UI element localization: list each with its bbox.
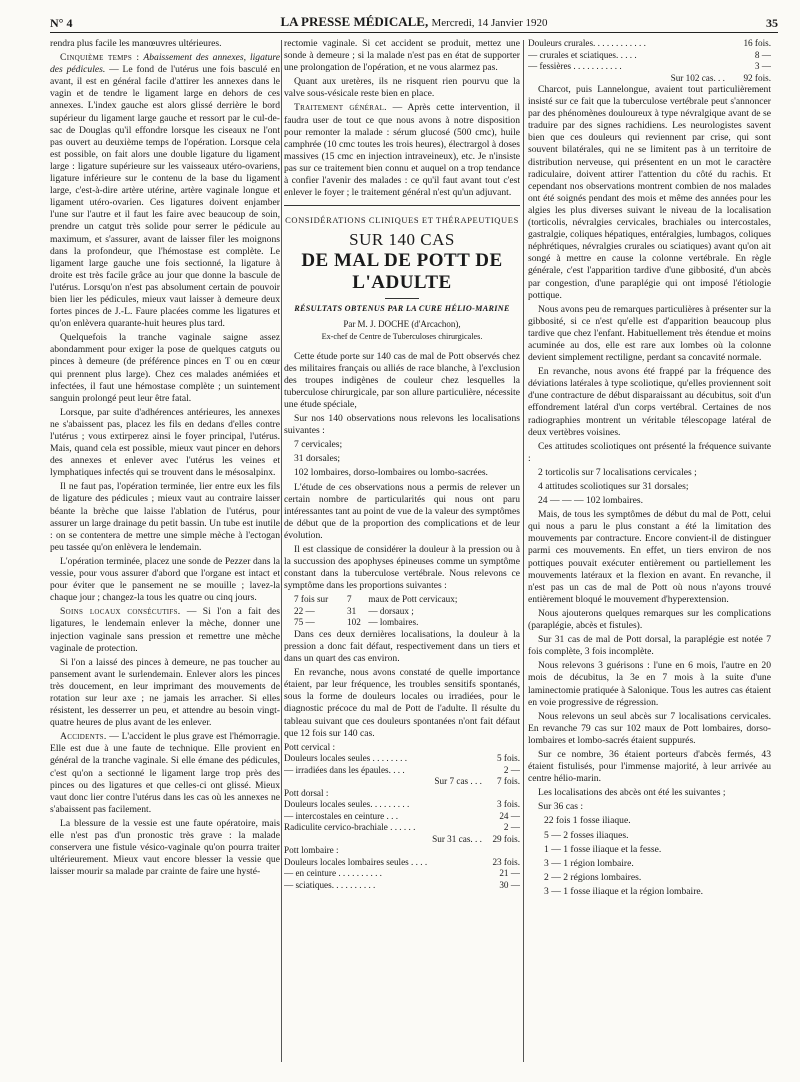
list-heading: Sur 36 cas : — [538, 801, 584, 813]
table-label: Sur 7 cas . . . — [434, 776, 482, 787]
column-divider — [523, 40, 524, 1062]
journal-title — [50, 14, 778, 30]
paragraph — [50, 606, 280, 654]
table-group-heading: Pott lombaire : — [284, 845, 339, 856]
table-value: 24 — — [499, 810, 520, 821]
paragraph: Il ne faut pas, l'opération terminée, lier entre eux les fils de ligature des pédicules ; mieux vaut au contraire laisser béante la brèche que laisse l'ablation de l'utérus, pour assurer un large drainage du petit bassin. Un tube est inutile : on se contentera de mettre une simple mèche à l'ectogan peu tassée qu'on enlèvera le lendemain. — [50, 481, 280, 553]
paragraph-rest: — L'accident le plus grave est l'hémorragie. Elle est due à une faute de technique. Elle provient en général de la tranche vaginale. Si elle émane des pédicules, c'est qu'on a sectionné le ligament large trop près des pinces ou des ligatures et que celles-ci ont glissé. Mieux vaut donc lier contre l'utérus dans les cas où les annexes ne s'abaissent pas facilement. — [50, 731, 280, 815]
issue-number: N° 4 — [50, 16, 73, 30]
table-value: 21 — — [499, 868, 520, 879]
table-label: Douleurs locales lombaires seules . . . . — [284, 856, 428, 867]
table-row — [294, 606, 506, 618]
paragraph: Nous relevons 3 guérisons : l'une en 6 mois, l'autre en 20 mois de décubitus, la 3e en 7 mois à la suite d'une laminectomie pratiquée à Salonique. Tous les autres cas étaient en voie progressive de régression. — [528, 660, 771, 708]
paragraph: Quant aux uretères, ils ne risquent rien pourvu que la valve sous-vésicale reste bien en place. — [284, 76, 520, 100]
paragraph: Lorsque, par suite d'adhérences antérieures, les annexes ne s'abaissent pas, placez les fils en dedans d'elles contre l'utérus ; vous extirperez ainsi le foyer principal, l'utérus. Mais, quand cela est possible, mieux vaut pincer en dehors des annexes et enlever avec l'utérus les veines et lymphatiques infectés qui se trouvent dans le mésosalpinx. — [50, 406, 280, 479]
paragraph: L'opération terminée, placez une sonde de Pezzer dans la vessie, pour vous assurer d'abord que l'organe est intact et pour éviter que le pansement ne se mouille ; lavez-la chaque jour ; changez-la tous les quatre ou cinq jours. — [50, 555, 280, 604]
table-row — [294, 594, 506, 606]
journal-name: LA PRESSE MÉDICALE, — [280, 14, 429, 29]
paragraph-lead: Soins locaux consécutifs. — [60, 606, 181, 618]
table-row — [284, 845, 520, 857]
paragraph-rest: — Si l'on a fait des ligatures, le lendemain enlever la mèche, donner une injection vaginale sans pression et remettre une mèche vaginale de protection. — [50, 606, 280, 654]
paragraph-rest: — Le fond de l'utérus une fois basculé en avant, il est en général facile d'attirer les annexes dans le vagin et de tendre le ligament large en dehors de ces annexes. L'index gauche est alors glissé derrière le bord supérieur du ligament large gauche et ressort par le cul-de-sac de Douglas qu'il effondre lorsque les ciseaux ne l'ont pas ouvert au deuxième temps de l'opération. Lorsque cela est possible, on fait alors une double ligature du ligament large : ligature supérieure sur les vaisseaux utéro-ovariens, ligature inférieure sur le contenu de la base du ligament large, c'est-à-dire artère utérine, artère vaginale longue et ligament utéro-ovarien. Ces ligatures doivent enjamber l'une sur l'autre et il faut les faire avec beaucoup de soin, prendre un catgut très solide pour serrer le pédicule au maximum, et s'assurer, avant de laisser filer les moignons dans la profondeur, que l'hémostase est complète. Le ligament large gauche une fois sectionné, la ligature à droite est très facile grâce au jour que donne la bascule de l'utérus. Lorsqu'on n'est pas absolument certain de pouvoir bien lier les pédicules, mieux vaut laisser à demeure deux fortes pinces de J.-L. Faure placées comme les ligatures et qu'on enlèvera quarante-huit heures plus tard. — [50, 64, 280, 330]
table-label: — irradiées dans les épaules. . . . — [284, 764, 405, 775]
table-row — [284, 788, 520, 800]
paragraph: Il est classique de considérer la douleur à la pression ou à la succussion des apophyses épineuses comme un symptôme constant dans la tuberculose vertébrale. Nous relevons ce symptôme dans les proportions suivantes : — [284, 544, 520, 592]
table-cell: — dorsaux ; — [368, 605, 414, 616]
table-group-heading: Pott dorsal : — [284, 787, 329, 798]
list-item: 5 — 2 fosses iliaques. — [544, 829, 629, 841]
column-2-intro — [284, 38, 520, 199]
paragraph: Nous ajouterons quelques remarques sur les complications (paraplégie, abcès et fistules). — [528, 607, 771, 632]
table-row — [284, 834, 520, 846]
list-item: 3 — 1 fosse iliaque et la région lombaire. — [544, 885, 704, 897]
table-row — [284, 857, 520, 869]
paragraph: rendra plus facile les manœuvres ultérieures. — [50, 38, 222, 49]
table-row — [284, 811, 520, 823]
paragraph — [284, 102, 520, 199]
table-cell: — lombaires. — [368, 617, 419, 628]
table-cell: 75 — — [294, 617, 315, 628]
article-title-line-1: SUR 140 CAS — [349, 230, 455, 250]
table-label: Douleurs crurales. . . . . . . . . . . . — [528, 38, 646, 48]
paragraph-rest: — Après cette intervention, il faudra user de tout ce que nous avons à notre disposition pour remonter la malade : sérum glucosé (500 cmc), huile camphrée (10 cmc toutes les trois heures), électrargol à doses massives (15 cmc en injection intraveineux), etc. Je n'insiste pas sur ce traitement bien connu et auquel on a trop tendance à confier l'avenir des malades : ce qu'il faut avant tout c'est enlever le foyer ; le traitement général n'est qu'un adjuvant. — [284, 102, 520, 199]
paragraph-lead: Cinquième temps : — [60, 52, 140, 64]
paragraph: Sur nos 140 observations nous relevons les localisations suivantes : — [284, 413, 520, 437]
list-item: 102 lombaires, dorso-lombaires ou lombo-sacrées. — [294, 467, 488, 479]
paragraph: En revanche, nous avons été frappé par la fréquence des déviations latérales à type scoliotique, qu'elles proviennent soit d'une contracture de début disparaissant au décubitus, soit d'un effondrement latéral d'un corps vertébral. Certaines de nos radiographies montrent un véritable télescopage latéral de deux vertèbres voisines. — [528, 366, 771, 438]
article-body — [284, 351, 520, 892]
table-row — [528, 61, 771, 73]
issue-date: Mercredi, 14 Janvier 1920 — [431, 17, 548, 29]
table-label: Sur 31 cas. . . — [432, 833, 482, 844]
title-divider — [385, 298, 419, 299]
table-row — [284, 880, 520, 892]
table-value: 29 fois. — [492, 833, 520, 844]
table-value: 92 fois. — [743, 72, 771, 83]
table-row — [284, 765, 520, 777]
paragraph: En revanche, nous avons constaté de quelle importance étaient, par leur fréquence, les troubles sensitifs spontanés, sous la forme de douleurs locales ou irradiées, pour le diagnostic précoce du mal de Pott de l'adulte. Il résulte du tableau suivant que ces douleurs spontanées n'ont fait défaut que 12 fois sur 140 cas. — [284, 667, 520, 739]
table-label: — fessières . . . . . . . . . . . — [528, 61, 622, 71]
column-3 — [528, 38, 771, 1062]
paragraph: Ces attitudes scoliotiques ont présenté la fréquence suivante : — [528, 440, 771, 464]
table-row — [528, 50, 771, 62]
table-cell: 31 — [347, 605, 357, 616]
paragraph: Charcot, puis Lannelongue, avaient tout particulièrement insisté sur ce fait que la tuberculose vertébrale peut s'annoncer par des phénomènes douloureux à type névralgique avant de se traduire par des signes rachidiens. Les neurologistes savent bien que ces douleurs qui reviennent par crise, qui sont souvent bilatérales, qui ne se limitent pas à un territoire de distribution nerveuse, qui présentent en un mot le caractère radiculaire, doivent attirer l'attention du côté du rachis. Et cependant nos observations montrent combien de nos malades ont été soignés pendant des mois et même des années pour les algies les plus diverses suivant le niveau de la localisation (torticolis, névralgies cervicales, brachiales ou intercostales, gastralgie, coliques hépatiques, entéralgies, lumbagos, coliques néphrétiques, névralgies crurales ou sciatiques) avant qu'on ait songé à mettre en cause la colonne vertébrale. En règle générale, c'est l'apparition tardive d'une gibbosité, d'un abcès par congestion, d'une paraplégie qui ont imposé l'étiologie pottique. — [528, 84, 771, 301]
paragraph — [50, 731, 280, 816]
table-label: — en ceinture . . . . . . . . . . — [284, 868, 382, 879]
proportion-table — [294, 594, 506, 629]
page-number: 35 — [766, 16, 778, 30]
paragraph: Cette étude porte sur 140 cas de mal de Pott observés chez des militaires français ou alliés de race blanche, à l'exclusion des troupes indigènes de couleur chez lesquelles la tuberculose chirurgicale, par son allure particulière, nécessite une étude spéciale, — [284, 350, 520, 410]
table-value: 5 fois. — [497, 753, 520, 764]
table-cell: 7 fois sur — [294, 594, 329, 605]
section-heading: CONSIDÉRATIONS CLINIQUES ET THÉRAPEUTIQUES — [284, 205, 520, 226]
list-item: 4 attitudes scoliotiques sur 31 dorsales; — [538, 481, 689, 492]
table-value: 3 fois. — [497, 799, 520, 810]
table-label: Sur 102 cas. . . — [670, 72, 725, 83]
table-value: 8 — — [754, 49, 771, 60]
author-affiliation: Ex-chef de Centre de Tuberculoses chirurgicales. — [321, 331, 483, 341]
paragraph: rectomie vaginale. Si cet accident se produit, mettez une sonde à demeure ; si la malade n'est pas en état de supporter une prolongation de l'opération, et ne vous alarmez pas. — [284, 38, 520, 74]
list-item: 3 — 1 région lombaire. — [544, 857, 634, 869]
paragraph: Sur ce nombre, 36 étaient porteurs d'abcès fermés, 43 étaient fistulisés, pour l'immense majorité, à leur arrivée au centre hélio-marin. — [528, 748, 771, 785]
list-item: 7 cervicales; — [294, 439, 343, 451]
table-label: Radiculite cervico-brachiale . . . . . . — [284, 822, 416, 833]
paragraph: Quelquefois la tranche vaginale saigne assez abondamment pour exiger la pose de quelques catguts ou pinces à demeure (de préférence pinces en T ou en cœur qui prennent plus large). Chez ces malades anémiées et infectées, il faut une hémostase complète ; un suintement sanguin prolongé peut leur être fatal. — [50, 332, 280, 404]
list-item: 24 — — — 102 lombaires. — [538, 495, 643, 507]
list-item: 31 dorsales; — [294, 453, 341, 465]
table-value: 2 — — [503, 822, 520, 833]
table-label: — crurales et sciatiques. . . . . — [528, 49, 637, 60]
table-row — [528, 38, 771, 50]
table-row — [294, 617, 506, 629]
pain-table-continued — [528, 38, 771, 84]
paragraph: Si l'on a laissé des pinces à demeure, ne pas toucher au pansement avant le surlendemain. Enlever alors les pinces très doucement, en leur imprimant des mouvements de rotation sur leur axe ; ne jamais les arracher. Si elles résistent, les desserrer un peu, et attendre au besoin vingt-quatre heures de plus avant de les enlever. — [50, 656, 280, 729]
table-row — [284, 822, 520, 834]
table-group-heading: Pott cervical : — [284, 741, 336, 752]
table-label: Douleurs locales seules. . . . . . . . . — [284, 799, 410, 810]
paragraph-lead: Traitement général. — [294, 102, 387, 114]
table-value: 3 — — [754, 61, 771, 71]
paragraph — [50, 52, 280, 330]
table-value: 16 fois. — [743, 38, 771, 48]
table-label: — sciatiques. . . . . . . . . . — [284, 879, 376, 890]
list-item: 22 fois 1 fosse iliaque. — [544, 815, 631, 827]
table-cell: 22 — — [294, 605, 315, 616]
table-value: 2 — — [503, 764, 520, 775]
list-item: 1 — 1 fosse iliaque et la fesse. — [544, 843, 662, 855]
table-label: — intercostales en ceinture . . . — [284, 810, 399, 821]
table-row — [528, 73, 771, 85]
paragraph: Nous avons peu de remarques particulières à présenter sur la gibbosité, si ce n'est qu'elle est d'apparition beaucoup plus tardive que chez l'enfant. Habituellement très étendue et moins acuminée au dos, elle est rare aux lombes où la colonne devient simplement rectiligne, perdant sa concavité normale. — [528, 303, 771, 364]
table-cell: 102 — [347, 617, 361, 628]
paragraph-emphasis: Abaissement des annexes, ligature des pédicules. — [50, 52, 280, 76]
table-cell: 7 — [347, 594, 352, 605]
paragraph: Nous relevons un seul abcès sur 7 localisations cervicales. En revanche 79 cas sur 102 maux de Pott lombaires, dorso-lombaires et lombo-sacrés étaient suppurés. — [528, 710, 771, 746]
table-row — [284, 742, 520, 754]
table-row — [284, 753, 520, 765]
paragraph: Dans ces deux dernières localisations, la douleur à la pression a donc fait défaut, respectivement dans un tiers et dans un quart des cas environ. — [284, 628, 520, 665]
paragraph: Sur 31 cas de mal de Pott dorsal, la paraplégie est notée 7 fois complète, 3 fois incomplète. — [528, 634, 771, 658]
paragraph: Les localisations des abcès ont été les suivantes ; — [538, 787, 726, 799]
table-value: 23 fois. — [492, 856, 520, 867]
article-author: Par M. J. DOCHE (d'Arcachon), — [343, 319, 461, 330]
page-header — [50, 10, 778, 33]
column-divider — [281, 40, 282, 1062]
table-value: 7 fois. — [497, 776, 520, 787]
paragraph: L'étude de ces observations nous a permis de relever un certain nombre de particularités qui nous ont paru intéressantes tant au point de vue de la valeur des symptômes de début que de la proportion des complications et de leur évolution. — [284, 481, 520, 541]
table-row — [284, 868, 520, 880]
table-row — [284, 776, 520, 788]
paragraph-lead: Accidents. — [60, 731, 107, 743]
list-item: 2 torticolis sur 7 localisations cervicales ; — [538, 466, 697, 478]
list-item: 2 — 2 régions lombaires. — [544, 871, 642, 883]
table-cell: maux de Pott cervicaux; — [368, 594, 458, 605]
table-value: 30 — — [499, 879, 520, 890]
paragraph: La blessure de la vessie est une faute opératoire, mais elle n'est pas d'un pronostic très grave : la malade conservera une fistule vésico-vaginale qu'on pourra traiter ultérieurement. Mieux vaut encore blesser la vessie que laisser mourir sa malade par crainte de faire une hysté- — [50, 817, 280, 878]
pain-table — [284, 742, 520, 892]
article-subtitle: RÉSULTATS OBTENUS PAR LA CURE HÉLIO-MARINE — [294, 304, 510, 314]
paragraph: Mais, de tous les symptômes de début du mal de Pott, celui qui nous a paru le plus constant a été la limitation des mouvements par contracture. Encore convient-il de distinguer parmi ces mouvements. En effet, un tiers environ de nos pottiques pouvait exécuter entièrement ou partiellement les mouvements latéraux et la flexion en avant. En revanche, il n'est pas un cas de mal de Pott où nous n'ayons trouvé entièrement bloqué le mouvement d'hyperextension. — [528, 509, 771, 605]
column-1 — [50, 38, 280, 1062]
table-label: Douleurs locales seules . . . . . . . . — [284, 753, 407, 764]
column-2 — [284, 38, 520, 1062]
table-row — [284, 799, 520, 811]
article-title-line-2: DE MAL DE POTT DE L'ADULTE — [301, 250, 503, 294]
